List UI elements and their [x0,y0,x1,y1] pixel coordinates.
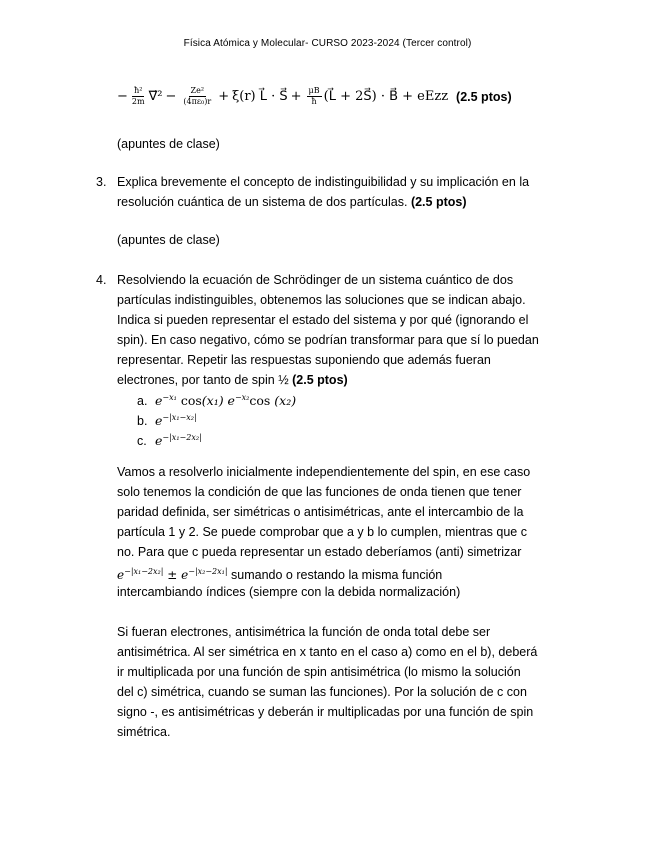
answer2-line-2: antisimétrica. Al ser simétrica en x tanto en el caso a) como en el b), deberá [117,645,538,659]
q4-line-5: representar. Repetir las respuestas suponiendo que además fueran [117,353,491,367]
option-label: a. [137,394,148,409]
spin-orbit-term: ξ(r) L⃗ · S⃗ [232,89,288,104]
page-header: Física Atómica y Molecular- CURSO 2023-2024 (Tercer control) [183,38,472,49]
q3-number: 3. [96,175,107,189]
answer2-line-1: Si fueran electrones, antisimétrica la función de onda total debe ser [117,625,491,639]
option-expr: $e^{-x_1}$ cos(x₁) $e^{-x_2}\cos$ (x₂) [155,393,297,409]
q4-line-3: Indica si pueden representar el estado del sistema y por qué (ignorando el [117,313,529,327]
equation-points: (2.5 ptos) [456,89,512,104]
kinetic-numerator: ħ² [134,86,143,95]
bohr-denominator: ħ [311,97,317,106]
q4-options [137,388,296,448]
option-label: c. [137,434,147,449]
answer1-line-3: paridad definida, ser simétricas o antisimétricas, ante el intercambio de la [117,505,524,519]
q4-number: 4. [96,273,107,287]
laplacian: ∇⃗² [148,89,163,104]
q3-line-2-text: resolución cuántica de un sistema de dos partículas. [117,195,408,209]
answer2-line-6: simétrica. [117,725,171,739]
eq-minus-2: − [165,89,177,104]
option-expr: $e^{-|x_1-x_2|}$ [155,413,197,429]
answer1-math-tail: sumando o restando la misma función [227,568,443,582]
eq-plus-2: + [290,89,302,104]
q4-line-6 [117,370,348,390]
coulomb-fraction [181,86,213,107]
q3-line-1: Explica brevemente el concepto de indistinguibilidad y su implicación en la [117,175,530,189]
eq-minus: − [117,89,128,104]
coulomb-denominator: (4πε₀)r [183,97,212,106]
q3-points: (2.5 ptos) [410,195,467,209]
hamiltonian-equation [117,86,512,107]
q4-line-4: spin). En caso negativo, cómo se podrían transformar para que sí lo puedan [117,333,539,347]
notes-2: (apuntes de clase) [117,233,220,247]
q4-option-a [137,388,296,408]
bohr-magneton-fraction [307,86,322,107]
answer2-line-3: ir multiplicada por una función de spin antisimétrica (lo mismo la solución [117,665,521,679]
option-label: b. [137,414,148,429]
q3-line-2 [117,192,467,212]
kinetic-fraction [130,86,147,107]
answer2-line-5: signo -, es antisimétricas y deberán ir multiplicadas por una función de spin [117,705,534,719]
q4-line-6-text: electrones, por tanto de spin ½ [117,373,289,387]
q4-line-2: partículas indistinguibles, obtenemos las soluciones que se indican abajo. [117,293,526,307]
zeeman-term: (L⃗ + 2S⃗) · B⃗ + eEzz [323,89,449,104]
symmetrized-expression: $e^{-|x_1-2x_2|} \pm e^{-|x_2-2x_1|}$ [117,567,228,582]
answer1-line-1: Vamos a resolverlo inicialmente independientemente del spin, en ese caso [117,465,531,479]
answer1-line-5: no. Para que c pueda representar un estado deberíamos (anti) simetrizar [117,545,522,559]
q4-points: (2.5 ptos) [292,373,348,387]
option-expr: $e^{-|x_1-2x_2|}$ [155,433,202,449]
bohr-numerator: μB [308,86,320,95]
q4-line-1: Resolviendo la ecuación de Schrödinger de un sistema cuántico de dos [117,273,514,287]
answer2-line-4: del c) simétrica, cuando se suman las funciones). Por la solución de c con [117,685,527,699]
notes-1: (apuntes de clase) [117,137,220,151]
answer1-line-2: solo tenemos la condición de que las funciones de onda tienen que tener [117,485,522,499]
q4-option-c [137,428,296,448]
answer1-line-4: partícula 1 y 2. Se puede comprobar que a y b lo cumplen, mientras que c [117,525,527,539]
coulomb-numerator: Ze² [190,86,205,95]
answer1-line-7: intercambiando índices (siempre con la debida normalización) [117,585,461,599]
eq-plus: + [218,89,230,104]
kinetic-denominator: 2m [131,97,145,106]
